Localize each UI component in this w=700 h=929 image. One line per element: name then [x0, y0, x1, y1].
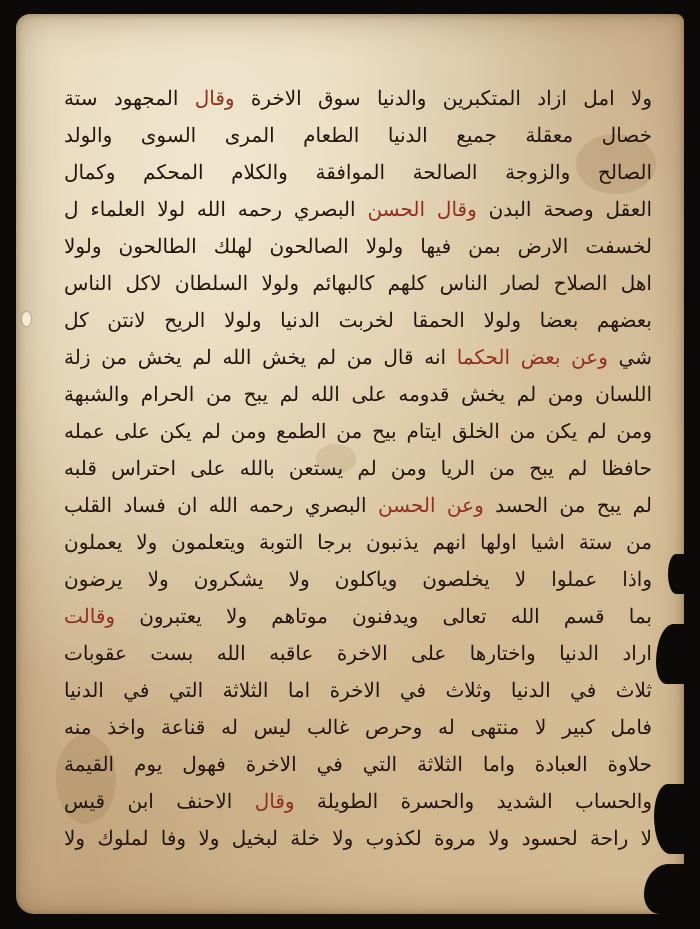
manuscript-line	[64, 783, 652, 820]
body-text: شي	[607, 345, 652, 369]
body-text: اراد الدنيا واختارها على الاخرة عاقبه الله بست عقوبات	[64, 641, 652, 665]
body-text: فامل كبير لا منتهى له وحرص غالب ليس له قناعة واخذ منه	[64, 715, 652, 739]
manuscript-line	[64, 487, 652, 524]
body-text: العقل وصحة البدن	[476, 197, 652, 221]
manuscript-line	[64, 302, 652, 339]
manuscript-line	[64, 709, 652, 746]
rubric-text: وعن بعض الحكما	[456, 345, 608, 369]
manuscript-line	[64, 561, 652, 598]
torn-edge	[654, 784, 684, 854]
body-text: واذا عملوا لا يخلصون وياكلون ولا يشكرون ولا يرضون	[64, 567, 652, 591]
manuscript-line	[64, 635, 652, 672]
manuscript-line	[64, 820, 652, 857]
body-text: لم يبح من الحسد	[483, 493, 652, 517]
body-text: البصري رحمه الله ان فساد القلب	[64, 493, 378, 517]
manuscript-line	[64, 413, 652, 450]
manuscript-line	[64, 598, 652, 635]
manuscript-line	[64, 265, 652, 302]
body-text: من ستة اشيا اولها انهم يذنبون برجا التوبة ويتعلمون ولا يعملون	[64, 530, 652, 554]
manuscript-line	[64, 80, 652, 117]
manuscript-line	[64, 191, 652, 228]
manuscript-line	[64, 524, 652, 561]
rubric-text: وقال الحسن	[367, 197, 477, 221]
body-text: الصالح والزوجة الصالحة الموافقة والكلام المحكم وكمال	[64, 160, 652, 184]
body-text: والحساب الشديد والحسرة الطويلة	[294, 789, 652, 813]
manuscript-line	[64, 672, 652, 709]
rubric-text: وقالت	[64, 604, 116, 628]
torn-edge	[656, 624, 684, 684]
manuscript-line	[64, 746, 652, 783]
body-text: الاحنف ابن قيس	[64, 789, 255, 813]
manuscript-line	[64, 376, 652, 413]
body-text: بعضهم بعضا ولولا الحمقا لخربت الدنيا ولولا الريح لانتن كل	[64, 308, 652, 332]
torn-edge	[668, 554, 684, 594]
manuscript-line	[64, 450, 652, 487]
body-text: حلاوة العبادة واما الثلاثة التي في الاخرة فهول يوم القيمة	[64, 752, 652, 776]
body-text: ولا امل ازاد المتكبرين والدنيا سوق الاخرة	[234, 86, 652, 110]
body-text: بما قسم الله تعالى ويدفنون موتاهم ولا يعتبرون	[115, 604, 652, 628]
body-text: البصري رحمه الله لولا العلماء ل	[64, 197, 368, 221]
rubric-text: وقال	[254, 789, 295, 813]
worm-hole	[22, 312, 31, 326]
manuscript-line	[64, 117, 652, 154]
body-text: ثلاث في الدنيا وثلاث في الاخرة اما الثلاثة التي في الدنيا	[64, 678, 652, 702]
torn-edge	[644, 864, 684, 914]
manuscript-text	[64, 80, 652, 857]
body-text: لا راحة لحسود ولا مروة لكذوب ولا خلة لبخيل ولا وفا لملوك ولا	[64, 826, 652, 850]
rubric-text: وقال	[194, 86, 235, 110]
manuscript-page	[16, 14, 684, 914]
manuscript-line	[64, 154, 652, 191]
manuscript-line	[64, 339, 652, 376]
body-text: المجهود ستة	[64, 86, 195, 110]
rubric-text: وعن الحسن	[377, 493, 484, 517]
manuscript-line	[64, 228, 652, 265]
body-text: اهل الصلاح لصار الناس كلهم كالبهائم ولولا السلطان لاكل الناس	[64, 271, 652, 295]
body-text: حافظا لم يبح من الريا ومن لم يستعن بالله على احتراس قلبه	[64, 456, 652, 480]
body-text: لخسفت الارض بمن فيها ولولا الصالحون لهلك الطالحون ولولا	[64, 234, 652, 258]
body-text: انه قال من لم يخش الله لم يخش من زلة	[64, 345, 457, 369]
body-text: خصال معقلة جميع الدنيا الطعام المرى السوى والولد	[64, 123, 652, 147]
body-text: اللسان ومن لم يخش قدومه على الله لم يبح من الحرام والشبهة	[64, 382, 652, 406]
body-text: ومن لم يكن من الخلق ايتام بيح من الطمع ومن لم يكن على عمله	[64, 419, 652, 443]
